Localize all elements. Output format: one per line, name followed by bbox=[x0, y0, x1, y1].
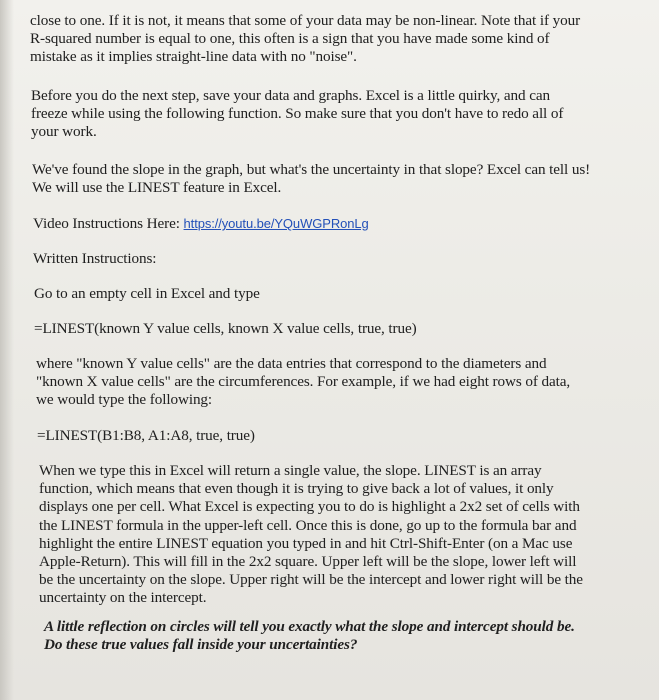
video-instructions-line bbox=[33, 215, 593, 233]
paragraph-linest-explanation: When we type this in Excel will return a single value, the slope. LINEST is an array function, which means that even though it is trying to give back a lot of values, it only displays one per cell. What Excel is expecting you to do is highlight a 2x2 set of cells with the LINEST formula in the upper-left cell. Once this is done, go up to the formula bar and highlight the entire LINEST equation you typed in and hit Ctrl-Shift-Enter (on a Mac use Apple-Return). This will fill in the 2x2 square. Upper left will be the slope, lower left will be the uncertainty on the slope. Upper right will be the intercept and lower right will be the uncertainty on the intercept. bbox=[39, 462, 583, 607]
paragraph-save-warning: Before you do the next step, save your data and graphs. Excel is a little quirky, and can freeze while using the following function. So make sure that you don't have to redo all of your work. bbox=[31, 87, 564, 141]
written-instructions-label: Written Instructions: bbox=[33, 250, 157, 267]
paragraph-known-values: where "known Y value cells" are the data entries that correspond to the diameters and "known X value cells" are the circumferences. For example, if we had eight rows of data, we would type the following: bbox=[36, 355, 571, 409]
step-empty-cell: Go to an empty cell in Excel and type bbox=[34, 285, 260, 302]
paragraph-uncertainty-intro: We've found the slope in the graph, but what's the uncertainty in that slope? Excel can tell us! We will use the LINEST feature in Excel. bbox=[32, 161, 591, 197]
video-instructions-label: Video Instructions Here: bbox=[33, 215, 180, 232]
formula-general: =LINEST(known Y value cells, known X value cells, true, true) bbox=[34, 320, 417, 337]
reflection-question: A little reflection on circles will tell you exactly what the slope and intercept should be. Do these true values fall inside your uncertainties? bbox=[44, 618, 575, 654]
formula-example: =LINEST(B1:B8, A1:A8, true, true) bbox=[37, 427, 255, 444]
video-link[interactable]: https://youtu.be/YQuWGPRonLg bbox=[183, 216, 369, 231]
page-edge-shadow bbox=[0, 0, 14, 700]
paragraph-r-squared: close to one. If it is not, it means that some of your data may be non-linear. Note that if your R-squared number is equal to one, this often is a sign that you have made some kind of mistake as it implies straight-line data with no "noise". bbox=[30, 12, 581, 66]
